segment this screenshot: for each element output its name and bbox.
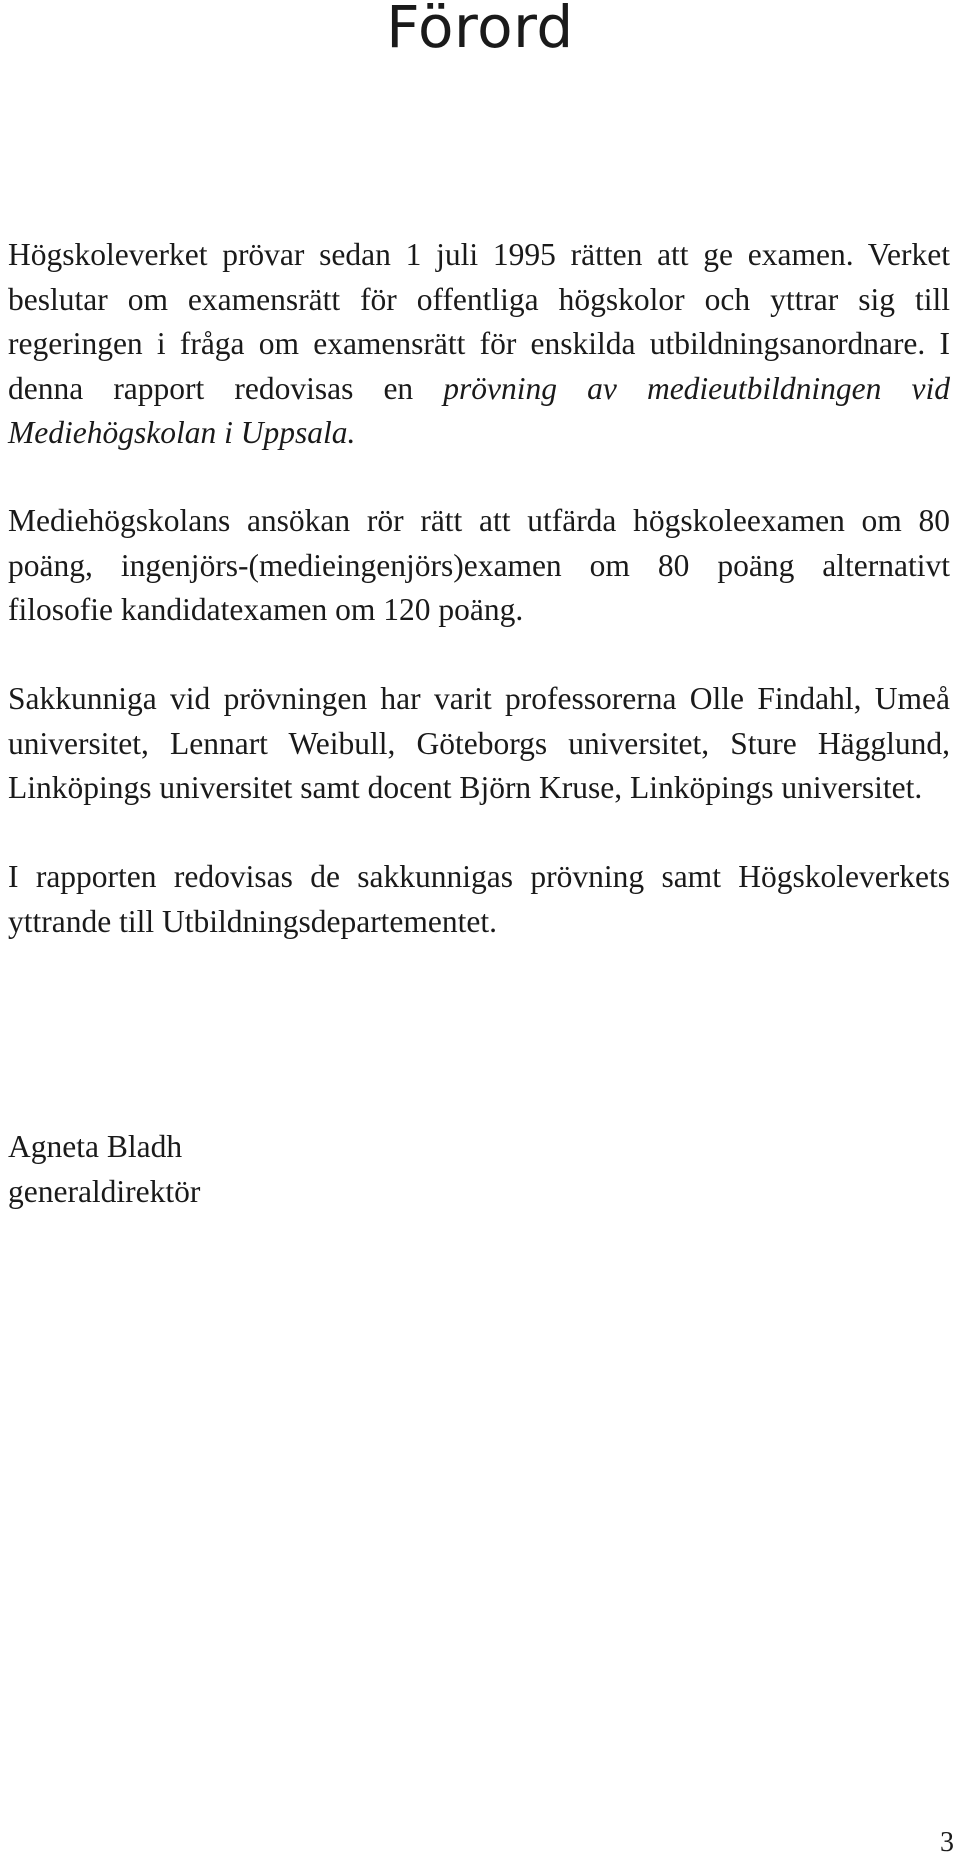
paragraph-report: I rapporten redovisas de sakkunnigas prövning samt Högskoleverkets yttrande till Utbildningsdepartementet. xyxy=(8,859,950,939)
page-number: 3 xyxy=(940,1827,954,1858)
signature-block xyxy=(8,1125,200,1214)
paragraph-application: Mediehögskolans ansökan rör rätt att utfärda högskoleexamen om 80 poäng, ingenjörs-(medieingenjörs)examen om 80 poäng alternativt filosofie kandidatexamen om 120 poäng. xyxy=(8,503,950,627)
signature-role: generaldirektör xyxy=(8,1173,201,1209)
page-title: Förord xyxy=(386,0,574,61)
signature-name: Agneta Bladh xyxy=(8,1129,183,1164)
paragraph-intro-text: Högskoleverket prövar sedan 1 juli 1995 rätten att ge examen. Verket beslutar om examensrätt för offentliga högskolor och yttrar sig till regeringen i fråga om examensrätt för enskilda utbildningsanordnare. I denna rapport redovisas en xyxy=(8,237,950,406)
paragraph-intro xyxy=(8,233,950,456)
paragraph-intro-emphasis: prövning av medieutbildningen vid Mediehögskolan i Uppsala. xyxy=(8,370,950,450)
paragraph-experts: Sakkunniga vid prövningen har varit professorerna Olle Findahl, Umeå universitet, Lennart Weibull, Göteborgs universitet, Sture Hägglund, Linköpings universitet samt docent Björn Kruse, Linköpings universitet. xyxy=(8,681,950,805)
